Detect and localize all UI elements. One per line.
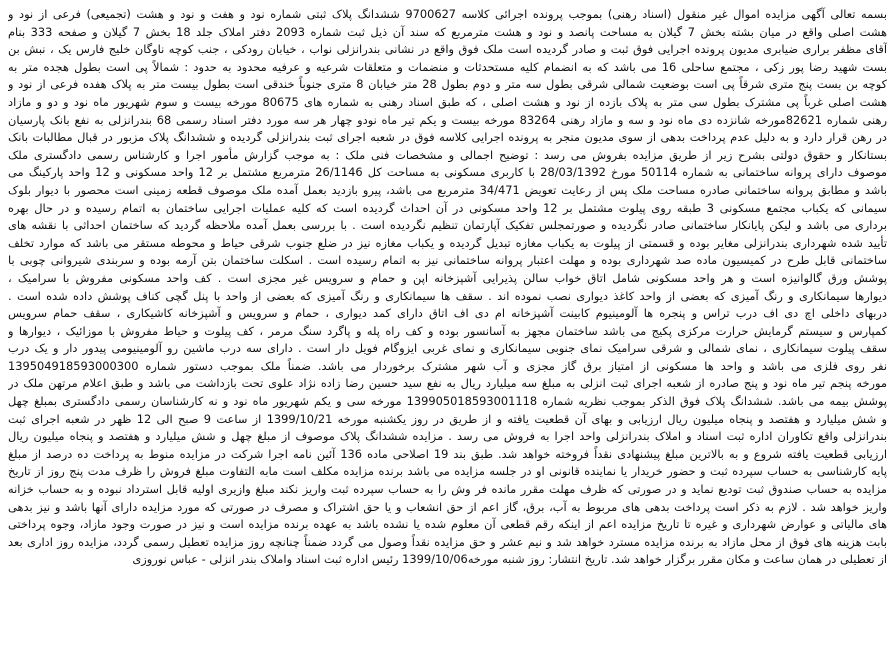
notice-line: بستانکار و حقوق دولتی بشرح زیر از طریق مزایده بفروش می رسد : توضیح اجمالی و مشخصات فنی ملک : به موجب گزارش مأمور اجرا و کارشناس رسمی دادگستری ملک <box>8 147 887 162</box>
notice-line: و شش میلیارد و هفتصد و پنجاه میلیون ریال ارزیابی و بهای آن قطعیت یافته و از طریق در روز یکشنبه مورخه 1399/10/21 از ساعت 9 صبح الی 12 ظهر در شعبه اجرای ثبت <box>8 411 887 426</box>
notice-line: بست شهید رضا پور زکی ، مجتمع ساحلی 16 می باشد که به انضمام کلیه مستحدثات و منضمات و متعلقات شرعیه و عرفیه محدود به حدود : شمالاً پی است بطول هجده متر به <box>8 59 887 74</box>
notice-line: بندرانزلی واقع تکاوران اداره ثبت اسناد و املاک بندرانزلی واحد اجرا به فروش می رسد . مزایده ششدانگ پلاک موصوف از مبلغ چهل و شش میلیارد و هفتصد و پنجاه میلیون ریال <box>8 429 887 444</box>
notice-line: پوشش بیمه می باشد. ششدانگ پلاک فوق الذکر بموجب نظریه شماره 13990501859300111​8 مورخه سی و یکم شهریور ماه نود و نه کارشناسان رسمی دادگستری بمبلغ چهل <box>8 394 887 409</box>
notice-line: بسمه تعالی آگهی مزایده اموال غیر منقول (اسناد رهنی) بموجب پرونده اجرائی کلاسه 9700627 ششدانگ پلاک ثبتی شماره نود و هفت و نود و هشت (تجمیعی) فرعی از نود و <box>8 7 887 21</box>
notice-line: باشد و مطابق پروانه ساختمانی صادره مساحت ملک پس از رعایت تعویض 34/471 مترمربع می باشد، پیرو بازدید بعمل آمده ملک موصوف قطعه زمینی است محصور با دیوار بلوک <box>8 182 887 197</box>
notice-line: در رهن قرار دارد و به دلیل عدم پرداخت بدهی از سوی مدیون منجر به پرونده اجرایی کلاسه فوق در شعبه اجرای ثبت بندرانزلی گردیده و ششدانگ پلاک مزبور در قبال مطالبات بانک <box>8 130 887 145</box>
notice-line: سیمانی که یکباب مجتمع مسکونی 3 طبقه روی پیلوت مشتمل بر 12 واحد مسکونی در آن احداث گردیده است که کلیه عملیات اجرایی ساختمان به اتمام رسیده و در حال بهره <box>8 200 887 215</box>
notice-line: آقای مظفر براری ضیابری مدیون پرونده اجرایی فوق ثبت و صادر گردیده است ملک فوق واقع در نشانی بندرانزلی نواب ، خیابان رودکی ، جنب کوچه ناوگان خلیج فارس یک ، نبش بن <box>8 42 887 57</box>
notice-line: پایه کارشناسی به حساب سپرده ثبت و حضور خریدار یا نماینده قانونی او در جلسه مزایده می باشد برنده مزایده مکلف است مابه التفاوت مبلغ فروش را ظرف مدت پنج روز از تاریخ <box>8 464 887 479</box>
notice-line: تأیید شده شهرداری بندرانزلی مغایر بوده و قسمتی از پیلوت به یکباب مغازه تبدیل گردیده و یکباب مغازه نیز در ضلع جنوب شرقی حیاط و محوطه مستقر می باشد که موارد تخلف <box>8 235 887 250</box>
notice-line: موصوف دارای پروانه ساختمانی به شماره 50114 مورخ 28/03/1392 با کاربری مسکونی به مساحت کل 26/1146 مترمربع مشتمل بر 12 واحد مسکونی و 12 واحد پارکینگ می <box>8 165 887 180</box>
auction-notice-text <box>8 6 887 569</box>
notice-line: پوشش ورق گالوانیزه است و هر واحد مسکونی شامل اتاق خواب سالن پذیرایی آشپزخانه اپن و حمام و سرویس غیر مجزی است . کف واحد مسکونی مفروش با سرامیک ، <box>8 270 887 285</box>
notice-line: های مالیاتی و عوارض شهرداری و غیره تا تاریخ مزایده اعم از اینکه رقم قطعی آن معلوم شده یا نشده باشد به عهده برنده مزایده است و نیز در صورت وجود مازاد، وجوه پرداختی <box>8 517 887 532</box>
notice-line: کوچه بن بست پنج متری شرقاً پی است بوضعیت شمالی شرقی بطول سه متر و دوم بطول 28 متر خیابان 8 متری جنوباً خندقی است بطول بیست متر به پلاک هفده فرعی از نود و <box>8 77 887 92</box>
notice-line: از تعطیلی در همان ساعت و مکان مقرر برگزار خواهد شد. تاریخ انتشار: روز شنبه مورخه1399/10/06 رئیس اداره ثبت اسناد واملاک بندر انزلی - عباس نوروزی <box>132 552 887 567</box>
notice-line: ساختمانی قابل طرح در کمیسیون ماده صد شهرداری بوده و مهلت اعتبار پروانه ساختمانی نیز به اتمام رسیده است . اسکلت ساختمان بتن آرمه بوده و سربندی شیروانی چوبی با <box>8 253 887 268</box>
notice-line: مورخه پنجم تیر ماه نود و پنج صادره از شعبه اجرای ثبت انزلی به مبلغ سه میلیارد ریال به نفع سید حسین رضا زاده نژاد علوی تحت بازداشت می باشد و طبق اعلام مرتهن ملک در <box>8 376 887 391</box>
notice-line: بابت هزینه های فوق از محل مازاد به برنده مزایده مسترد خواهد شد و نیم عشر و حق مزایده نقداً وصول می گردد ضمناً چنانچه روز مزایده تعطیل رسمی گردد، مزایده روز اداری بعد <box>8 534 887 549</box>
notice-line: رهنی شماره 82621مورخه شانزده دی ماه نود و سه و مازاد رهنی 83264 مورخه بیست و یکم تیر ماه نودو چهار هر سه مورد دفتر اسناد رسمی 68 بندرانزلی به نفع بانک پارسیان <box>8 112 887 127</box>
notice-line: نفر روی فلزی می باشد و واحد ها مسکونی از امتیاز برق گاز مجزی و آب شهر مشترک برخوردار می باشد. ضمناً ملک بموجب دستور شماره 13950491859300030​0 <box>8 358 887 373</box>
notice-line: مزایده به حساب صندوق ثبت تودیع نماید و در صورتی که ظرف مهلت مقرر مانده فر وش را به حساب سپرده ثبت واریز نکند مبلغ وازیری اولیه قابل استرداد نبوده و به حساب خزانه <box>8 482 887 497</box>
notice-line: برداری می باشد و لیکن پایانکار ساختمانی صادر نگردیده و صورتمجلس تفکیک آپارتمان تنظیم نگردیده است . با بررسی بعمل آمده ملاحظه گردید که ساختمان احداثی با نقشه های <box>8 218 887 233</box>
notice-line: واریز خواهد شد . لازم به ذکر است پرداخت بدهی های مربوط به آب، برق، گاز اعم از حق انشعاب و یا حق اشتراک و مصرف در صورتی که مورد مزایده دارای آنها باشد و نیز بدهی <box>8 499 887 514</box>
notice-line: ارزیابی قطعیت یافته شروع و به بالاترین مبلغ پیشنهادی نقداً فروخته خواهد شد. طبق بند 19 اصلاحی ماده 136 آئین نامه اجرا شرکت در مزایده منوط به پرداخت ده درصد از مبلغ <box>8 446 887 461</box>
notice-line: دیوارها سیمانکاری و رنگ آمیزی که بعضی از واحد کاغذ دیواری نصب نموده اند . سقف ها سیمانکاری و رنگ آمیزی که بعضی از واحد با پنل گچی کناف پوشش داده شده است . <box>8 288 887 303</box>
notice-line: هشت اصلی غرباً پی مشترک بطول سی متر به پلاک بازده از نود و هشت اصلی ، که طبق اسناد رهنی به شماره های 80675 مورخه بیست و سوم شهریور ماه نود و دو و مازاد <box>8 94 887 109</box>
notice-line: سقف پیلوت سیمانکاری ، نمای شمالی و شرقی سرامیک نمای جنوبی سیمانکاری و نمای غربی ایزوگام فویل دار است . دارای سه درب ماشین رو آلومینیومی پیدور دار و یک درب <box>8 341 887 356</box>
notice-line: دربهای داخلی اچ دی اف درب تراس و پنجره ها آلومینیوم کابینت آشپزخانه ام دی اف اتاق دارای کمد دیواری ، حمام و سرویس و آشپزخانه کاشیکاری ، سقف حمام سرویس <box>8 306 887 321</box>
notice-line: کمپارس و سیستم گرمایش حرارت مرکزی پکیج می باشد ساختمان مجهز به آسانسور بوده و کف راه پله و پاگرد سنگ مرمر ، کف پیلوت و حیاط مفروش با موزائیک ، دیوارها و <box>8 323 887 338</box>
notice-line: هشت اصلی واقع در میان بشته بخش 7 گیلان به مساحت پانصد و نود و هشت مترمربع که سند آن ذیل ثبت شماره 2093 دفتر املاک جلد 18 بخش 7 گیلان و صفحه 333 بنام <box>8 24 887 39</box>
